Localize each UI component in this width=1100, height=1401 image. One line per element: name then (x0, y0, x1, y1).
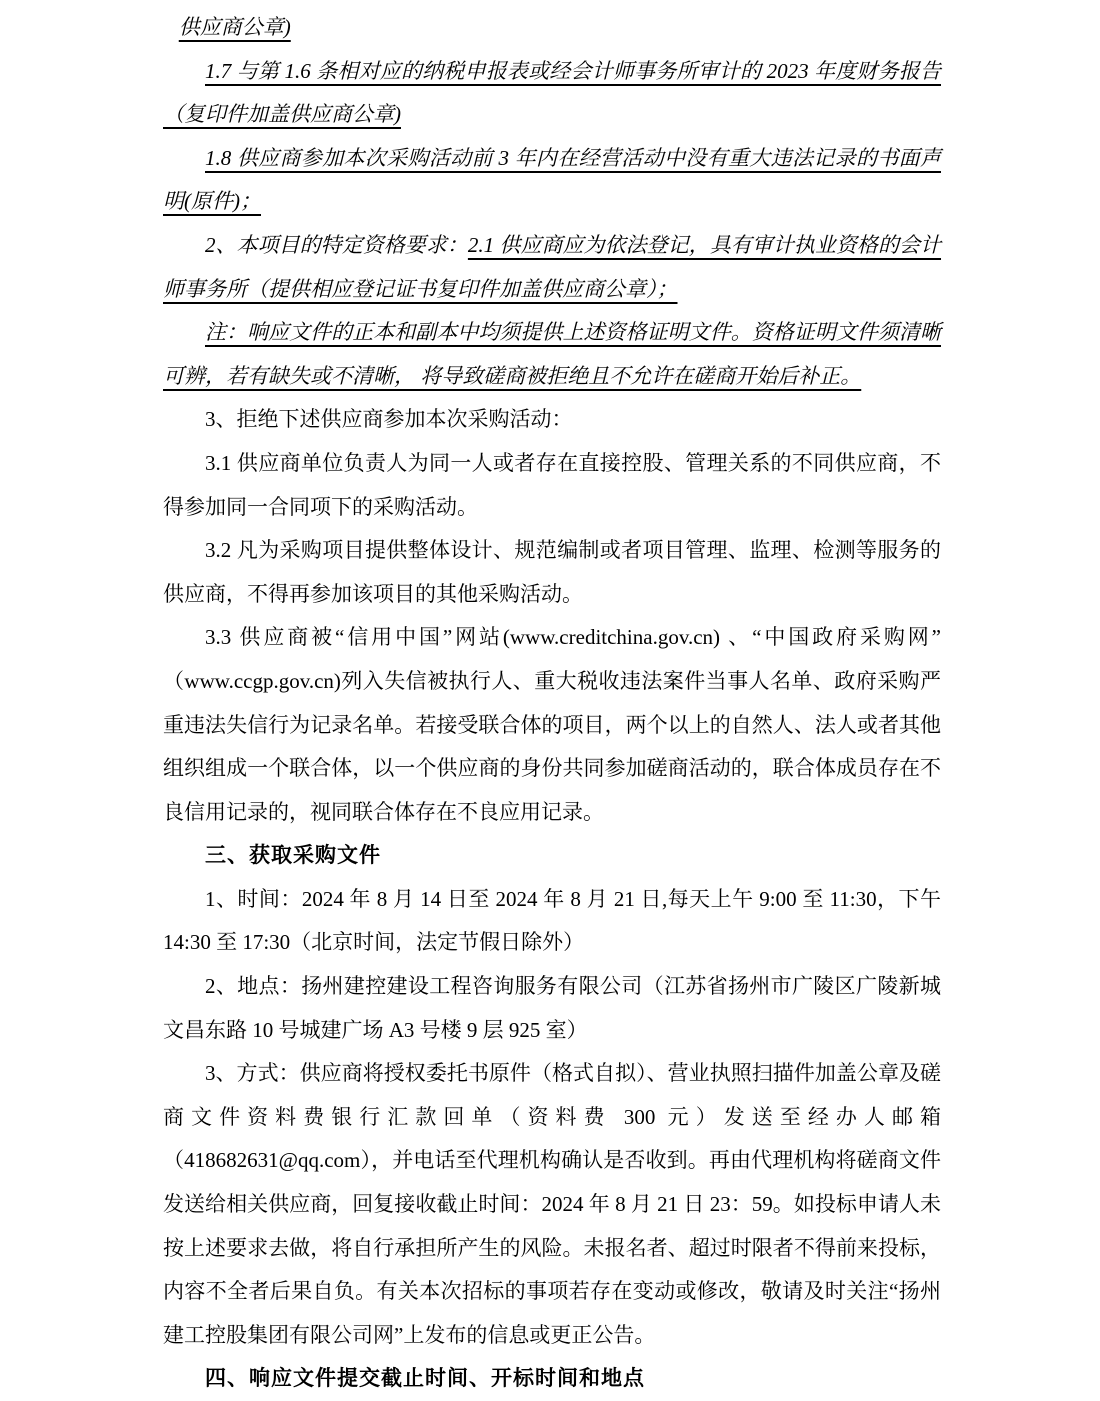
text-run: 2.1 供应商应为依法登记，具有审计执业资格的会计师事务所（提供相应登记证书复印件加盖供应商公章）； (163, 232, 942, 301)
text-run: 3.2 凡为采购项目提供整体设计、规范编制或者项目管理、监理、检测等服务的供应商，不得再参加该项目的其他采购活动。 (163, 538, 941, 606)
text-run: 注：响应文件的正本和副本中均须提供上述资格证明文件。资格证明文件须清晰可辨，若有缺失或不清晰， 将导致磋商被拒绝且不允许在磋商开始后补正。 (163, 320, 941, 388)
text-run: 1.7 与第 1.6 条相对应的纳税申报表或经会计师事务所审计的 2023 年度财务报告（复印件加盖供应商公章) (163, 58, 941, 127)
clause-2-specific-qualification-requirements (163, 224, 941, 311)
text-run: 2、地点：扬州建控建设工程咨询服务有限公司（江苏省扬州市广陵区广陵新城文昌东路 10 号城建广场 A3 号楼 9 层 925 室） (163, 974, 941, 1042)
text-run: 2、本项目的特定资格要求： (205, 232, 468, 257)
clause-3-2-design-supervision-services (163, 529, 941, 616)
text-run: 3.3 供应商被“信用中国”网站(www.creditchina.gov.cn) 、“中国政府采购网” （www.ccgp.gov.cn)列入失信被执行人、重大税收违法案件当事人名单、政府采购严重违法失信行为记录名单。若接受联合体的项目，两个以上的自然人、法人或者其他组织组成一个联合体，以一个供应商的身份共同参加磋商活动的，联合体成员存在不良信用记录的，视同联合体存在不良应用记录。 (163, 625, 941, 824)
text-run: 三、获取采购文件 (205, 844, 381, 868)
section-3-heading-obtain-procurement-documents (163, 834, 941, 878)
text-run: 3、方式：供应商将授权委托书原件（格式自拟）、营业执照扫描件加盖公章及磋商文件资料费银行汇款回单（资料费 300 元）发送至经办人邮箱（418682631@qq.com），并电话至代理机构确认是否收到。再由代理机构将磋商文件发送给相关供应商，回复接收截止时间：2024 年 8 月 21 日 23：59。如投标申请人未按上述要求去做，将自行承担所产生的风险。未报名者、超过时限者不得前来投标，内容不全者后果自负。有关本次招标的事项若存在变动或修改，敬请及时关注“扬州建工控股集团有限公司网”上发布的信息或更正公告。 (163, 1061, 941, 1347)
note-qualification-documents (163, 311, 941, 398)
section-3-item-1-time (163, 878, 941, 965)
text-run: 3.1 供应商单位负责人为同一人或者存在直接控股、管理关系的不同供应商，不得参加同一合同项下的采购活动。 (163, 450, 941, 519)
clause-1-7-tax-returns-financial-report (163, 50, 941, 137)
clause-3-rejected-suppliers (163, 398, 941, 442)
text-run: 3、拒绝下述供应商参加本次采购活动： (205, 407, 573, 432)
text-run: 1、时间：2024 年 8 月 14 日至 2024 年 8 月 21 日,每天上午 9:00 至 11:30，下午 14:30 至 17:30（北京时间，法定节假日除外） (163, 886, 941, 955)
section-4-heading-response-deadline-opening (163, 1357, 941, 1401)
document-body (163, 6, 941, 1401)
continuation-supplier-seal (163, 6, 941, 50)
clause-3-3-credit-china-blacklist (163, 616, 941, 834)
text-run: 1.8 供应商参加本次采购活动前 3 年内在经营活动中没有重大违法记录的书面声明(原件)； (163, 145, 941, 214)
clause-1-8-no-major-illegal-record-statement (163, 137, 941, 224)
text-run: 供应商公章) (178, 15, 291, 39)
text-run: 四、响应文件提交截止时间、开标时间和地点 (205, 1367, 645, 1391)
clause-3-1-same-responsible-person (163, 442, 941, 529)
section-3-item-3-method (163, 1052, 941, 1357)
section-3-item-2-location (163, 965, 941, 1052)
